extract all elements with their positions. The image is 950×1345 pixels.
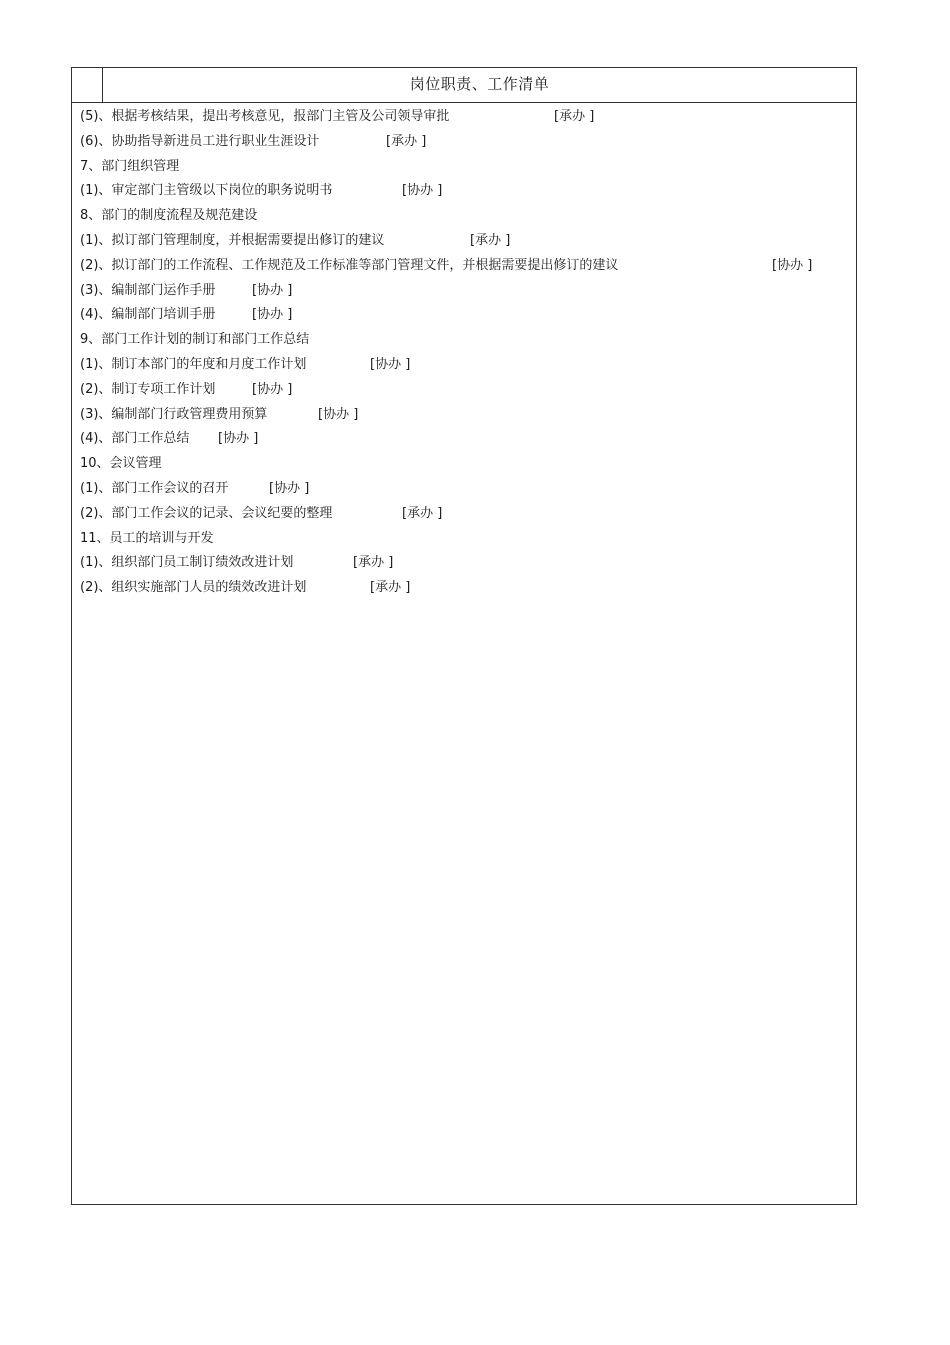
duty-role-tag: [承办 ] bbox=[370, 580, 411, 596]
duty-line bbox=[80, 477, 848, 502]
duty-role-tag: [协办 ] bbox=[772, 257, 813, 273]
duty-text: (5)、根据考核结果，提出考核意见，报部门主管及公司领导审批 bbox=[80, 109, 450, 124]
duty-role-tag: [承办 ] bbox=[353, 555, 394, 571]
duty-role-tag: [承办 ] bbox=[554, 109, 595, 124]
duty-role-tag: [协办 ] bbox=[218, 431, 259, 447]
duty-role-tag: [协办 ] bbox=[252, 282, 293, 298]
duty-line bbox=[80, 452, 848, 477]
duty-line bbox=[80, 229, 848, 254]
duty-text: (1)、部门工作会议的召开 bbox=[80, 480, 229, 496]
duty-text: (4)、编制部门培训手册 bbox=[80, 307, 216, 323]
duty-line bbox=[80, 254, 848, 279]
duty-role-tag: [协办 ] bbox=[269, 480, 310, 496]
duty-line bbox=[80, 353, 848, 378]
duty-line bbox=[80, 279, 848, 304]
table-header-row bbox=[72, 68, 856, 103]
duty-line bbox=[80, 427, 848, 452]
duty-role-tag: [协办 ] bbox=[252, 307, 293, 323]
duty-line bbox=[80, 378, 848, 403]
section-heading: 7、部门组织管理 bbox=[80, 158, 180, 174]
table-title: 岗位职责、工作清单 bbox=[409, 75, 550, 93]
duty-list bbox=[80, 105, 848, 601]
duty-text: (2)、部门工作会议的记录、会议纪要的整理 bbox=[80, 505, 333, 521]
duty-line bbox=[80, 204, 848, 229]
duty-text: (2)、制订专项工作计划 bbox=[80, 381, 216, 397]
duty-line bbox=[80, 527, 848, 552]
duty-text: (3)、编制部门行政管理费用预算 bbox=[80, 406, 268, 422]
duty-role-tag: [承办 ] bbox=[402, 505, 443, 521]
duty-role-tag: [承办 ] bbox=[470, 232, 511, 248]
duty-line bbox=[80, 551, 848, 576]
duty-line bbox=[80, 303, 848, 328]
duty-text: (1)、拟订部门管理制度，并根据需要提出修订的建议 bbox=[80, 232, 385, 248]
duty-line bbox=[80, 155, 848, 180]
duty-line bbox=[80, 105, 848, 130]
duty-text: (3)、编制部门运作手册 bbox=[80, 282, 216, 298]
duty-line bbox=[80, 328, 848, 353]
duty-role-tag: [协办 ] bbox=[402, 183, 443, 199]
duty-line bbox=[80, 502, 848, 527]
duty-line bbox=[80, 130, 848, 155]
duty-text: (2)、组织实施部门人员的绩效改进计划 bbox=[80, 580, 307, 596]
header-index-cell bbox=[72, 68, 103, 102]
duty-text: (4)、部门工作总结 bbox=[80, 431, 190, 447]
duty-line bbox=[80, 576, 848, 601]
section-heading: 8、部门的制度流程及规范建设 bbox=[80, 208, 258, 224]
duty-table bbox=[71, 67, 857, 1205]
duty-line bbox=[80, 403, 848, 428]
duty-role-tag: [协办 ] bbox=[370, 356, 411, 372]
section-heading: 9、部门工作计划的制订和部门工作总结 bbox=[80, 332, 310, 348]
duty-line bbox=[80, 179, 848, 204]
section-heading: 10、会议管理 bbox=[80, 456, 162, 472]
duty-role-tag: [承办 ] bbox=[386, 133, 427, 149]
duty-text: (2)、拟订部门的工作流程、工作规范及工作标准等部门管理文件，并根据需要提出修订的建议 bbox=[80, 257, 619, 273]
duty-text: (1)、制订本部门的年度和月度工作计划 bbox=[80, 356, 307, 372]
duty-text: (1)、组织部门员工制订绩效改进计划 bbox=[80, 555, 294, 571]
duty-role-tag: [协办 ] bbox=[252, 381, 293, 397]
duty-text: (6)、协助指导新进员工进行职业生涯设计 bbox=[80, 133, 320, 149]
section-heading: 11、员工的培训与开发 bbox=[80, 530, 214, 546]
duty-role-tag: [协办 ] bbox=[318, 406, 359, 422]
duty-text: (1)、审定部门主管级以下岗位的职务说明书 bbox=[80, 183, 333, 199]
